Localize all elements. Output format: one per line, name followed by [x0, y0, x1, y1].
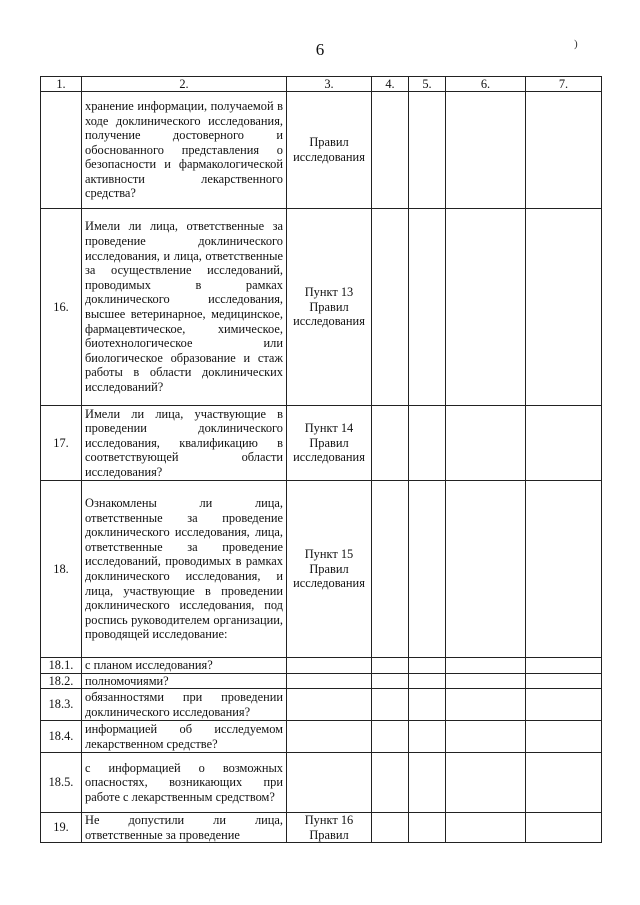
table-row: [41, 481, 602, 658]
answer-cell-4[interactable]: [372, 753, 409, 813]
answer-cell-4[interactable]: [372, 673, 409, 689]
answer-cell-6[interactable]: [446, 481, 526, 658]
answer-cell-7[interactable]: [526, 689, 602, 721]
answer-cell-7[interactable]: [526, 406, 602, 481]
answer-cell-7[interactable]: [526, 481, 602, 658]
row-question: информацией об исследуемом лекарственном средстве?: [82, 721, 287, 753]
row-number: [41, 92, 82, 209]
answer-cell-6[interactable]: [446, 753, 526, 813]
answer-cell-7[interactable]: [526, 813, 602, 843]
row-question: Имели ли лица, ответственные за проведение доклинического исследования, и лица, ответственные за осуществление исследований, проводимых в рамках доклинического исследования, высшее ветеринарное, медицинское, фармацевтическое, химическое, биотехнологическое или биологическое образование и стаж работы в области доклинических исследований?: [82, 209, 287, 406]
answer-cell-5[interactable]: [409, 689, 446, 721]
answer-cell-7[interactable]: [526, 209, 602, 406]
row-number: 18.2.: [41, 673, 82, 689]
row-number: 18.4.: [41, 721, 82, 753]
header-col-2: 2.: [82, 77, 287, 92]
header-col-1: 1.: [41, 77, 82, 92]
row-number: 19.: [41, 813, 82, 843]
answer-cell-5[interactable]: [409, 406, 446, 481]
answer-cell-4[interactable]: [372, 813, 409, 843]
answer-cell-7[interactable]: [526, 721, 602, 753]
answer-cell-6[interactable]: [446, 673, 526, 689]
row-number: 18.1.: [41, 658, 82, 674]
answer-cell-4[interactable]: [372, 658, 409, 674]
row-reference: Пункт 14 Правил исследования: [287, 406, 372, 481]
answer-cell-6[interactable]: [446, 658, 526, 674]
answer-cell-4[interactable]: [372, 721, 409, 753]
checklist-table: [40, 76, 602, 843]
row-reference: Пункт 15 Правил исследования: [287, 481, 372, 658]
row-number: 16.: [41, 209, 82, 406]
table-row: [41, 92, 602, 209]
answer-cell-5[interactable]: [409, 92, 446, 209]
answer-cell-6[interactable]: [446, 721, 526, 753]
row-reference: [287, 689, 372, 721]
table-row: [41, 209, 602, 406]
answer-cell-6[interactable]: [446, 209, 526, 406]
answer-cell-7[interactable]: [526, 673, 602, 689]
row-reference: [287, 673, 372, 689]
header-col-5: 5.: [409, 77, 446, 92]
row-question: Ознакомлены ли лица, ответственные за проведение доклинического исследования, лица, ответственные за проведение исследований, проводимых в рамках доклинического исследования, и лица, участвующие в проведении доклинического исследования, под роспись руководителем организации, проводящей исследование:: [82, 481, 287, 658]
table-row: [41, 406, 602, 481]
row-number: 18.: [41, 481, 82, 658]
row-reference: Пункт 13 Правил исследования: [287, 209, 372, 406]
page-number: 6: [315, 40, 325, 59]
header-col-4: 4.: [372, 77, 409, 92]
answer-cell-5[interactable]: [409, 209, 446, 406]
header-col-6: 6.: [446, 77, 526, 92]
answer-cell-6[interactable]: [446, 406, 526, 481]
row-question: с планом исследования?: [82, 658, 287, 674]
answer-cell-5[interactable]: [409, 673, 446, 689]
answer-cell-6[interactable]: [446, 689, 526, 721]
table-row: [41, 658, 602, 674]
table-row: [41, 721, 602, 753]
answer-cell-7[interactable]: [526, 92, 602, 209]
table-row: [41, 753, 602, 813]
row-question: с информацией о возможных опасностях, возникающих при работе с лекарственным средством?: [82, 753, 287, 813]
header-col-3: 3.: [287, 77, 372, 92]
row-question: Имели ли лица, участвующие в проведении доклинического исследования, квалификацию в соответствующей области исследования?: [82, 406, 287, 481]
row-reference: [287, 721, 372, 753]
row-question: обязанностями при проведении доклинического исследования?: [82, 689, 287, 721]
answer-cell-4[interactable]: [372, 209, 409, 406]
answer-cell-4[interactable]: [372, 481, 409, 658]
corner-mark: ): [574, 38, 578, 50]
row-question: Не допустили ли лица, ответственные за проведение: [82, 813, 287, 843]
row-number: 18.3.: [41, 689, 82, 721]
row-number: 18.5.: [41, 753, 82, 813]
row-reference: [287, 753, 372, 813]
answer-cell-7[interactable]: [526, 753, 602, 813]
answer-cell-6[interactable]: [446, 92, 526, 209]
row-reference: Правил исследования: [287, 92, 372, 209]
header-row: [41, 77, 602, 92]
header-col-7: 7.: [526, 77, 602, 92]
answer-cell-7[interactable]: [526, 658, 602, 674]
answer-cell-5[interactable]: [409, 753, 446, 813]
row-question: полномочиями?: [82, 673, 287, 689]
row-question: хранение информации, получаемой в ходе доклинического исследования, получение достоверного и обоснованного представления о безопасности и фармакологической активности лекарственного средства?: [82, 92, 287, 209]
row-reference: [287, 658, 372, 674]
table-row: [41, 689, 602, 721]
answer-cell-5[interactable]: [409, 481, 446, 658]
row-number: 17.: [41, 406, 82, 481]
answer-cell-5[interactable]: [409, 721, 446, 753]
answer-cell-4[interactable]: [372, 689, 409, 721]
answer-cell-5[interactable]: [409, 813, 446, 843]
answer-cell-4[interactable]: [372, 406, 409, 481]
answer-cell-4[interactable]: [372, 92, 409, 209]
answer-cell-6[interactable]: [446, 813, 526, 843]
table-row: [41, 813, 602, 843]
row-reference: Пункт 16 Правил: [287, 813, 372, 843]
table-row: [41, 673, 602, 689]
answer-cell-5[interactable]: [409, 658, 446, 674]
